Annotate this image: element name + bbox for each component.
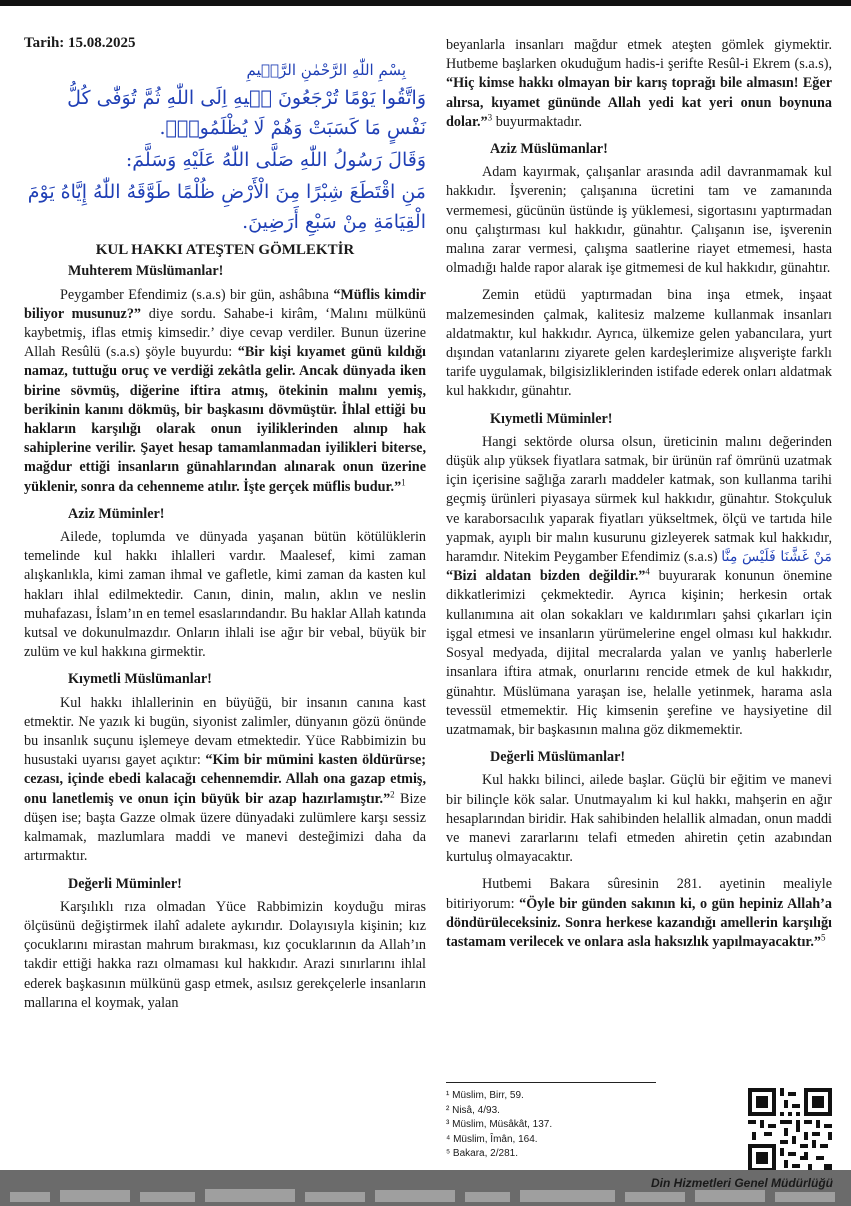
paragraph: Karşılıklı rıza olmadan Yüce Rabbimizin koyduğu miras ölçüsünü değiştirmek ilahî adalete aykırıdır. Dolayısıyla kişinin; kız çocuklarını mirastan mahrum bırakması, kız çocuklarının da Allah’ın takdir ettiği hakka razı olmaması kul hakkıdır. Arazi sınırlarını ihlal ederek başkasının mülkünü gasp etmek, asılsız gerekçelerle insanların mallarına el koymak, yalan [24,898,426,1011]
paragraph: Zemin etüdü yaptırmadan bina inşa etmek, inşaat malzemesinden çalmak, kalitesiz malzeme kullanmak insanları aldatmaktır, kul hakkıdır. Ayrıca, ülkemize gelen yabancılara, yurt dışından vatanlarını ziyarete gelen kardeşlerimize alışverişte farklı tarife uygulamak, bilgisizliklerinden istifade ederek onları aldatmak kul hakkıdır, günahtır. [446,287,832,400]
footnote-ref: 3 [487,112,493,123]
section-heading: Değerli Müslümanlar! [490,749,626,766]
left-column [24,34,426,1021]
arabic-hadith-intro: وَقَالَ رَسُولُ اللّٰهِ صَلَّى اللّٰهُ عَلَيْهِ وَسَلَّمَ: [125,149,426,172]
paragraph: Kul hakkı ihlallerinin en büyüğü, bir insanın canına kast etmektir. Ne yazık ki bugün, siyonist zalimler, dünyanın gözü önünde bu insanlık suçunu işlemeye devam etmektedir. Yüce Rabbimizin bu husustaki uyarısı gayet açıktır: “Kim bir mümini kasten öldürürse; cezası, içinde ebedi kalacağı cehennemdir. Allah ona gazap etmiş, onu lanetlemiş ve onun için büyük bir azap hazırlamıştır.”$^2$ Bize düşen ise; başta Gazze olmak üzere dünyadaki zulümlere karşı sessiz kalmamak, mazlumlara maddi ve manevi desteğimizi daha da artırmaktır. [24,694,426,865]
footnote-item: ⁵ Bakara, 2/281. [446,1148,518,1159]
footnote-ref: 2 [390,788,395,799]
arabic-inline: مَنْ غَشَّنَا فَلَيْسَ مِنَّا [721,549,833,566]
footnote-item: ² Nisâ, 4/93. [446,1104,500,1116]
footnote-ref: 1 [401,476,406,487]
section-heading: Aziz Müslümanlar! [490,141,608,158]
section-heading: Aziz Müminler! [68,505,165,522]
section-heading: Kıymetli Müminler! [490,410,613,427]
footer-institution: Din Hizmetleri Genel Müdürlüğü [650,1176,833,1190]
footnote-item: ⁴ Müslim, Îmân, 164. [446,1133,538,1145]
section-heading: Muhterem Müslümanlar! [68,263,224,280]
right-column [446,36,832,960]
arabic-basmala: بِسْمِ اللّٰهِ الرَّحْمٰنِ الرَّح۪يمِ [246,61,406,80]
arabic-ayah: وَاتَّقُوا يَوْمًا تُرْجَعُونَ ف۪يهِ اِلَى اللّٰهِ ثُمَّ تُوَفّٰى كُلُّ نَفْسٍ مَا كَسَبَتْ وَهُمْ لَا يُظْلَمُونَ۟. [67,87,426,140]
footnotes [446,1082,696,1162]
section-heading: Değerli Müminler! [68,875,182,892]
qr-code-icon [748,1088,832,1172]
arabic-hadith: مَنِ اقْتَطَعَ شِبْرًا مِنَ الْأَرْضِ ظُلْمًا طَوَّقَهُ اللّٰهُ إِيَّاهُ يَوْمَ الْقِيَامَةِ مِنْ سَبْعِ أَرَضِينَ. [27,181,426,234]
date-label: Tarih: 15.08.2025 [24,35,136,51]
footnote-item: ³ Müslim, Müsâkât, 137. [446,1119,553,1130]
footnote-ref: 5 [821,932,826,943]
paragraph: Peygamber Efendimiz (s.a.s) bir gün, ashâbına “Müflis kimdir biliyor musunuz?” diye sordu. Sahabe-i kirâm, ‘Malını mülkünü kaybetmiş, iflas etmiş kimsedir.’ diye cevap verdiler. Bunun üzerine Allah Resûlü (s.a.s) şöyle buyurdu: “Bir kişi kıyamet günü kıldığı namaz, tuttuğu oruç ve verdiği zekâtla gelir. Ancak dünyada iken birine sövmüş, diğerine iftira atmış, ötekinin malını yemiş, berikinin kanını dökmüş, bir başkasını dövmüştür. İhlal ettiği bu hakların karşılığı olarak onun iyiliklerinden alınıp hak sahiplerine verilir. Şayet hesap tamamlanmadan iyilikleri biterse, mağdur ettiği insanların günahlarından alınarak onun üzerine yüklenir, sonra da cehenneme atılır. İşte gerçek müflis budur.”$^1$ [24,286,426,495]
paragraph: Adam kayırmak, çalışanlar arasında adil davranmamak kul hakkıdır. İşverenin; çalışanına ücretini tam ve zamanında vermemesi, gücünün üstünde iş yüklemesi, sigortasını yaptırmadan onu çalıştırması kul hakkıdır, günahtır. Çalışanın ise, işverenin malına zarar vermesi, çalışma saatlerine riayet etmemesi, hasta olmadığı halde rapor alarak işe gitmemesi de kul hakkıdır, günahtır. [446,164,832,277]
footnote-ref: 4 [645,566,650,577]
sermon-title: KUL HAKKI ATEŞTEN GÖMLEKTİR [95,242,355,259]
paragraph: beyanlarla insanları mağdur etmek ateşten gömlek giymektir. Hutbeme başlarken okuduğum hadis-i şerifte Resûl-i Ekrem (s.a.s), “Hiç kimse hakkı olmayan bir karış toprağı bile almasın! Eğer alırsa, kıyamet gününde Allah yedi kat yeri onun boynuna dolar.”$^3$ buyurmaktadır. [446,37,832,130]
paragraph: Hutbemi Bakara sûresinin 281. ayetinin mealiyle bitiriyorum: “Öyle bir günden sakının ki, o gün hepiniz Allah’a döndürüleceksiniz. Sonra herkese kazandığı amellerin karşılığı tastamam verilecek ve onlara asla haksızlık yapılmayacaktır.”$^5$ [446,876,832,950]
paragraph: Kul hakkı bilinci, ailede başlar. Güçlü bir eğitim ve manevi bir bilinçle kök salar. Unutmayalım ki kul hakkı, mahşerin en ağır hesaplarından biridir. Hak sahibinden helallik almadan, onun maddi ve manevi zararlarını telafi etmeden ahiretin çetin azabından kurtuluş olmayacaktır. [446,772,832,866]
footnote-rule [446,1082,656,1083]
paragraph: Hangi sektörde olursa olsun, üreticinin malını değerinden düşük alıp yüksek fiyatlara satmak, bir ürünün raf ömrünü uzatmak için içerisine sağlığa zararlı maddeler katmak, son kullanma tarihi geçmiş ürünleri piyasaya sürmek kul hakkıdır, günahtır. Stokçuluk ve karaborsacılık yaparak fiyatları yükseltmek, ölçü ve tartıda hile yapmak, ayıplı bir malın kusurunu gizleyerek satmak kul hakkıdır, haramdır. Nitekim Peygamber Efendimiz (s.a.s) مَنْ غَشَّنَا فَلَيْسَ مِنَّا “Bizi aldatan bizden değildir.”$^4$ buyurarak konunun önemine dikkatlerimizi çekmektedir. Ayrıca kişinin; herkesin ortak kullanımına ait olan sokakları ve kaldırımları şahsi çıkarları için işgal etmesi ve insanların yürümelerine engel olması kul hakkıdır. Sosyal medyada, dijital mecralarda yalan ve yanlış haberlerle insanlara iftira atmak, onurlarını rencide etmek de kul hakkıdır, günahtır. Müslümana yaraşan ise, helalle yetinmek, harama asla tevessül etmemektir. Hiç kimsenin şerefine ve haysiyetine dil uzatmamak, bir başkasının malına göz dikmemektir. [446,433,833,738]
footnote-item: ¹ Müslim, Birr, 59. [446,1090,524,1101]
section-heading: Kıymetli Müslümanlar! [68,671,212,688]
paragraph: Ailede, toplumda ve dünyada yaşanan bütün kötülüklerin temelinde kul hakkı ihlalleri vardır. Maalesef, kimi zaman alışkanlıkla, kimi zaman ihmal ve gafletle, kimi zaman da kasten kul hakları ihlal edilmektedir. Canın, dinin, malın, aklın ve neslin muhafazası, İslam’ın en temel esaslarındandır. Bu haklar Allah katında kutsal ve dokunulmazdır. Onların ihlali ise ağır bir vebal, büyük bir zulüm ve kul hakkına girmektir. [24,529,426,661]
sermon-page [0,6,851,1200]
